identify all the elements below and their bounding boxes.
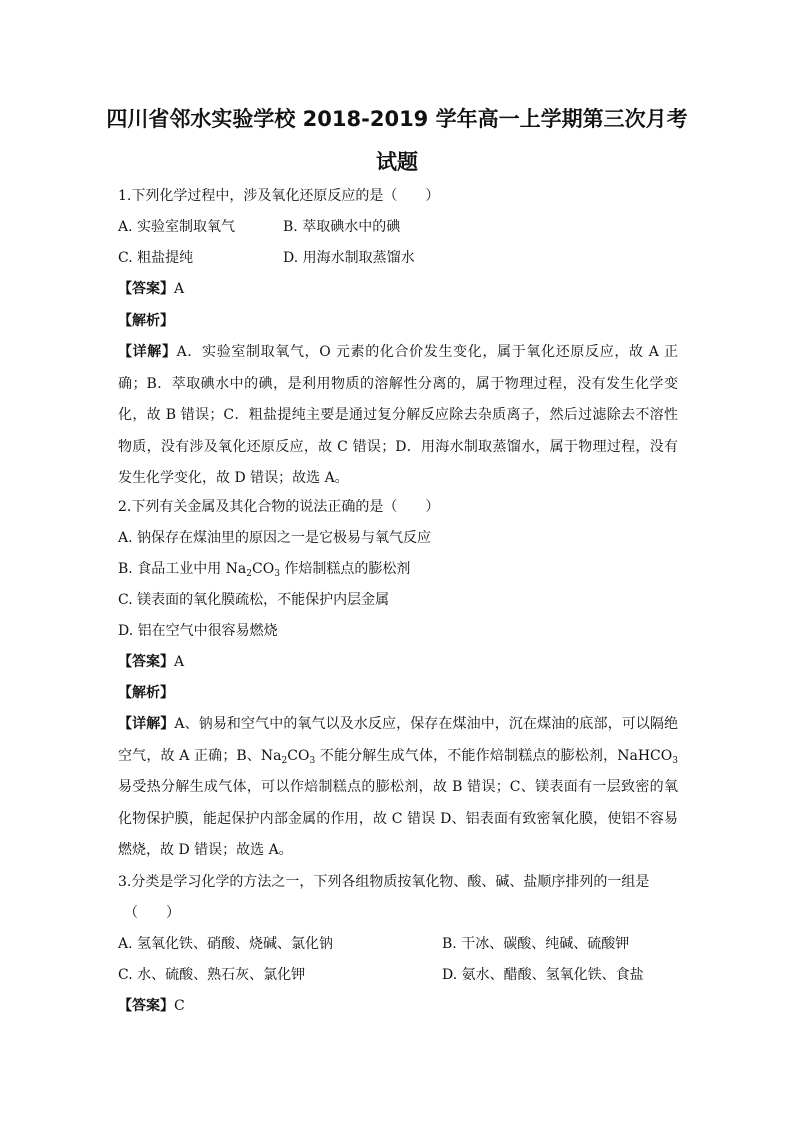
answer-tag: 【答案】 xyxy=(118,998,174,1014)
page-title-line-1: 四川省邻水实验学校 2018-2019 学年高一上学期第三次月考 xyxy=(106,107,688,131)
detail-text-4: 易受热分解生成气体，可以作焙制糕点的膨松剂，故 B 错误；C、镁表面有一层致密的氧化物保护膜，能起保护内部金属的作用，故 C 错误 D、铝表面有致密氧化膜，使铝不容易燃烧，故 D 错误；故选 A。 xyxy=(118,779,678,858)
detail-subscript-3: 3 xyxy=(672,755,678,766)
question-2-stem: 2.下列有关金属及其化合物的说法正确的是（ ） xyxy=(118,499,440,515)
question-1-detail xyxy=(118,337,678,495)
question-1-answer xyxy=(118,279,184,299)
question-3-stem: 3.分类是学习化学的方法之一，下列各组物质按氧化物、酸、碱、盐顺序排列的一组是 xyxy=(118,874,650,890)
detail-text-3: 不能分解生成气体，不能作焙制糕点的膨松剂，NaHCO xyxy=(315,747,673,764)
question-2-option-c: C. 镁表面的氧化膜疏松，不能保护内层金属 xyxy=(118,592,390,608)
question-3-option-d: D. 氨水、醋酸、氢氧化铁、食盐 xyxy=(442,967,644,983)
question-1-stem: 1.下列化学过程中，涉及氧化还原反应的是（ ） xyxy=(118,188,440,204)
answer-value: A xyxy=(174,281,185,297)
question-3-option-c: C. 水、硫酸、熟石灰、氯化钾 xyxy=(118,967,306,983)
answer-tag: 【答案】 xyxy=(118,281,174,297)
question-1-option-b: B. 萃取碘水中的碘 xyxy=(283,219,401,235)
detail-tag: 【详解】 xyxy=(118,344,177,360)
question-3-paren: （ ） xyxy=(124,905,180,921)
answer-value: C xyxy=(174,998,185,1014)
question-2-analysis-heading: 【解析】 xyxy=(118,685,174,701)
question-1-option-d: D. 用海水制取蒸馏水 xyxy=(283,250,415,266)
answer-value: A xyxy=(174,654,185,670)
answer-tag: 【答案】 xyxy=(118,654,174,670)
question-1-option-c: C. 粗盐提纯 xyxy=(118,250,194,266)
option-b-text-3: 作焙制糕点的膨松剂 xyxy=(279,561,411,577)
option-b-subscript-2: 3 xyxy=(274,569,280,579)
option-b-text-2: CO xyxy=(251,561,275,577)
question-3-option-b: B. 干冰、碳酸、纯碱、硫酸钾 xyxy=(442,936,630,952)
question-1-option-a: A. 实验室制取氧气 xyxy=(118,219,236,235)
detail-subscript-2: 3 xyxy=(309,755,316,766)
question-3-answer xyxy=(118,996,185,1016)
question-2-option-b xyxy=(118,559,410,579)
question-3-option-a: A. 氢氧化铁、硝酸、烧碱、氯化钠 xyxy=(118,936,334,952)
question-2-answer xyxy=(118,652,184,672)
detail-subscript-1: 2 xyxy=(281,755,288,766)
option-b-subscript-1: 2 xyxy=(246,569,252,579)
question-2-option-a: A. 钠保存在煤油里的原因之一是它极易与氧气反应 xyxy=(118,530,432,546)
detail-tag: 【详解】 xyxy=(118,716,175,732)
question-2-detail xyxy=(118,709,678,867)
page-title-line-2: 试题 xyxy=(376,150,418,174)
question-2-option-d: D. 铝在空气中很容易燃烧 xyxy=(118,623,278,639)
option-b-text-1: B. 食品工业中用 Na xyxy=(118,561,247,577)
question-1-analysis-heading: 【解析】 xyxy=(118,313,174,329)
detail-text: A．实验室制取氧气，O 元素的化合价发生变化，属于氧化还原反应，故 A 正确；B．萃取碘水中的碘，是利用物质的溶解性分离的，属于物理过程，没有发生化学变化，故 B 错误；C．粗盐提纯主要是通过复分解反应除去杂质离子，然后过滤除去不溶性物质，没有涉及氧化还原反应，故 C 错误；D．用海水制取蒸馏水，属于物理过程，没有发生化学变化，故 D 错误；故选 A。 xyxy=(118,344,678,486)
detail-text-1: A、钠易和空气中的氧气以及水反应，保存在煤油中，沉在煤油的底部，可以隔绝空气，故 A 正确；B、Na xyxy=(118,716,679,764)
detail-text-2: CO xyxy=(287,747,310,764)
